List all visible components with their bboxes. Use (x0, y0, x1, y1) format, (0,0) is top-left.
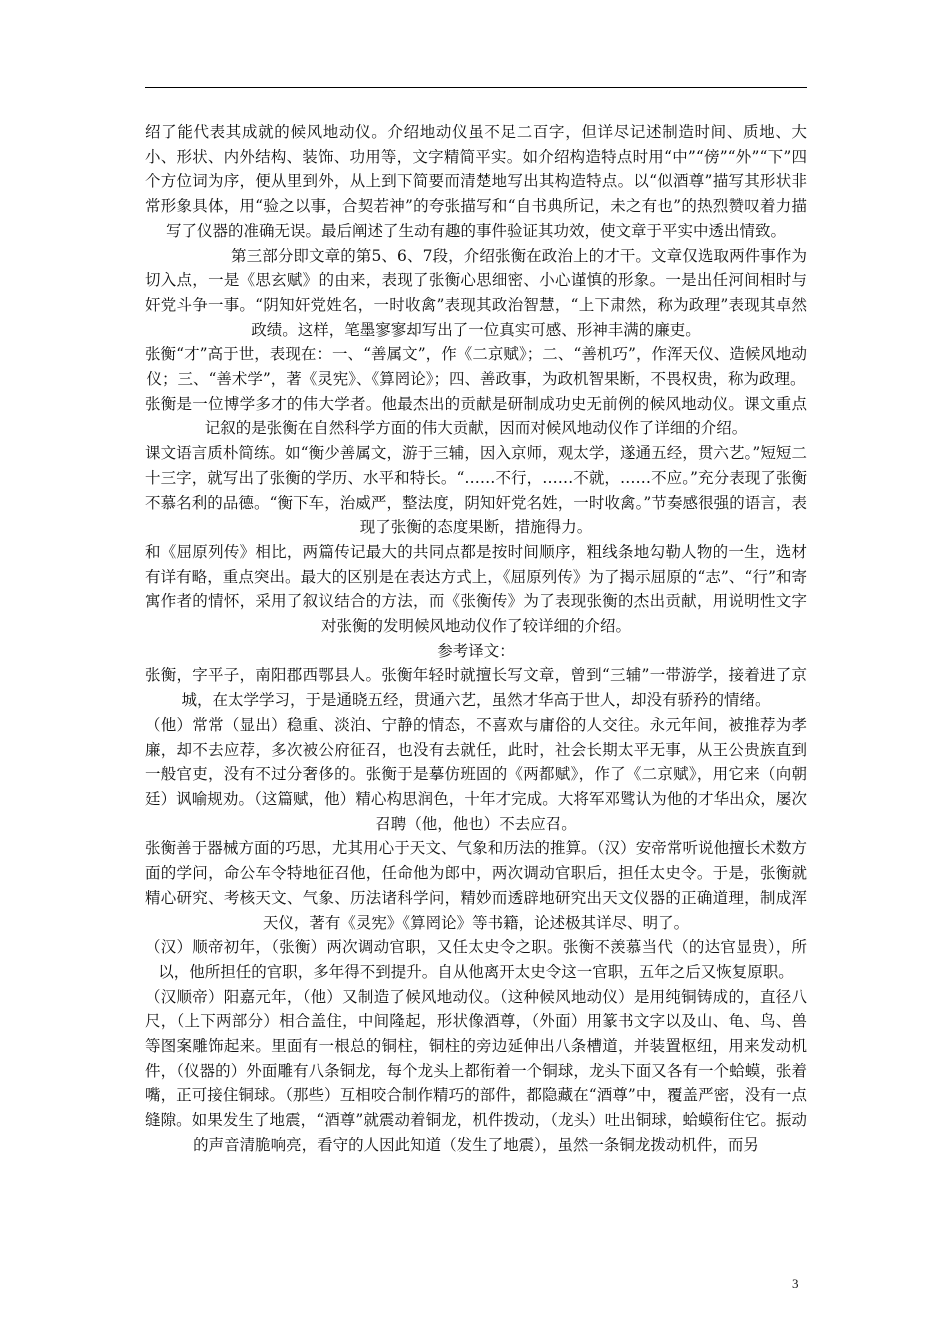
paragraph: （汉）顺帝初年，（张衡）两次调动官职，又任太史令之职。张衡不羡慕当代（的达官显贵），所以，他所担任的官职，多年得不到提升。自从他离开太史令这一官职，五年之后又恢复原职。 (145, 938, 807, 981)
paragraph: （他）常常（显出）稳重、淡泊、宁静的情态，不喜欢与庸俗的人交往。永元年间，被推荐为孝廉，却不去应荐，多次被公府征召，也没有去就任，此时，社会长期太平无事，从王公贵族直到一般官吏，没有不过分奢侈的。张衡于是摹仿班固的《两都赋》，作了《二京赋》，用它来（向朝廷）讽喻规劝。（这篇赋，他）精心构思润色，十年才完成。大将军邓骘认为他的才华出众，屡次召聘（他，他也）不去应召。 (145, 715, 807, 833)
paragraph: 张衡是一位博学多才的伟大学者。他最杰出的贡献是研制成功史无前例的候风地动仪。课文重点记叙的是张衡在自然科学方面的伟大贡献，因而对候风地动仪作了详细的介绍。 (145, 394, 807, 438)
header-rule (145, 87, 807, 88)
paragraph: 绍了能代表其成就的候风地动仪。介绍地动仪虽不足二百字，但详尽记述制造时间、质地、大小、形状、内外结构、装饰、功用等，文字精简平实。如介绍构造特点时用“中”“傍”“外”“下”四个方位词为序，便从里到外，从上到下简要而清楚地写出其构造特点。以“似酒尊”描写其形状非常形象具体，用“验之以事，合契若神”的夸张描写和“自书典所记，未之有也”的热烈赞叹着力描写了仪器的准确无误。最后阐述了生动有趣的事件验证其功效，使文章于平实中透出情致。 (145, 123, 807, 240)
document-body (145, 120, 807, 1158)
paragraph: 张衡“才”高于世，表现在：一、“善属文”，作《二京赋》；二、“善机巧”，作浑天仪、造候风地动仪；三、“善术学”，著《灵宪》、《算罔论》；四、善政事，为政机智果断，不畏权贵，称为政理。 (145, 345, 807, 389)
paragraph: 和《屈原列传》相比，两篇传记最大的共同点都是按时间顺序，粗线条地勾勒人物的一生，选材有详有略，重点突出。最大的区别是在表达方式上，《屈原列传》为了揭示屈原的“志”、“行”和寄寓作者的情怀，采用了叙议结合的方法，而《张衡传》为了表现张衡的杰出贡献，用说明性文字对张衡的发明候风地动仪作了较详细的介绍。 (145, 542, 807, 636)
paragraph: 张衡，字平子，南阳郡西鄂县人。张衡年轻时就擅长写文章，曾到“三辅”一带游学，接着进了京城，在太学学习，于是通晓五经，贯通六艺，虽然才华高于世人，却没有骄矜的情绪。 (145, 666, 807, 710)
section-heading: 参考译文： (437, 641, 515, 660)
paragraph: （汉顺帝）阳嘉元年，（他）又制造了候风地动仪。（这种候风地动仪）是用纯铜铸成的，直径八尺，（上下两部分）相合盖住，中间隆起，形状像酒尊，（外面）用篆书文字以及山、龟、鸟、兽等图案雕饰起来。里面有一根总的铜柱，铜柱的旁边延伸出八条槽道，并装置枢纽，用来发动机件，（仪器的）外面雕有八条铜龙，每个龙头上都衔着一个铜球，龙头下面又各有一个蛤蟆，张着嘴，正可接住铜球。（那些）互相咬合制作精巧的部件，都隐藏在“酒尊”中，覆盖严密，没有一点缝隙。如果发生了地震，“酒尊”就震动着铜龙，机件拨动，（龙头）吐出铜球，蛤蟆衔住它。振动的声音清脆响亮，看守的人因此知道（发生了地震），虽然一条铜龙拨动机件，而另 (145, 987, 807, 1154)
paragraph: 第三部分即文章的第5、6、7段，介绍张衡在政治上的才干。文章仅选取两件事作为切入点，一是《思玄赋》的由来，表现了张衡心思细密、小心谨慎的形象。一是出任河间相时与奸党斗争一事。“阴知奸党姓名，一时收禽”表现其政治智慧，“上下肃然，称为政理”表现其卓然政绩。这样，笔墨寥寥却写出了一位真实可感、形神丰满的廉吏。 (145, 246, 807, 339)
page-number: 3 (792, 1276, 799, 1291)
paragraph: 张衡善于器械方面的巧思，尤其用心于天文、气象和历法的推算。（汉）安帝常听说他擅长术数方面的学问，命公车令特地征召他，任命他为郎中，两次调动官职后，担任太史令。于是，张衡就精心研究、考核天文、气象、历法诸科学问，精妙而透辟地研究出天文仪器的正确道理，制成浑天仪，著有《灵宪》《算罔论》等书籍，论述极其详尽、明了。 (145, 839, 807, 932)
paragraph: 课文语言质朴简练。如“衡少善属文，游于三辅，因入京师，观太学，遂通五经，贯六艺。”短短二十三字，就写出了张衡的学历、水平和特长。“……不行，……不就，……不应。”充分表现了张衡不慕名利的品德。“衡下车，治威严，整法度，阴知奸党名姓，一时收禽。”节奏感很强的语言，表现了张衡的态度果断，措施得力。 (145, 444, 807, 537)
